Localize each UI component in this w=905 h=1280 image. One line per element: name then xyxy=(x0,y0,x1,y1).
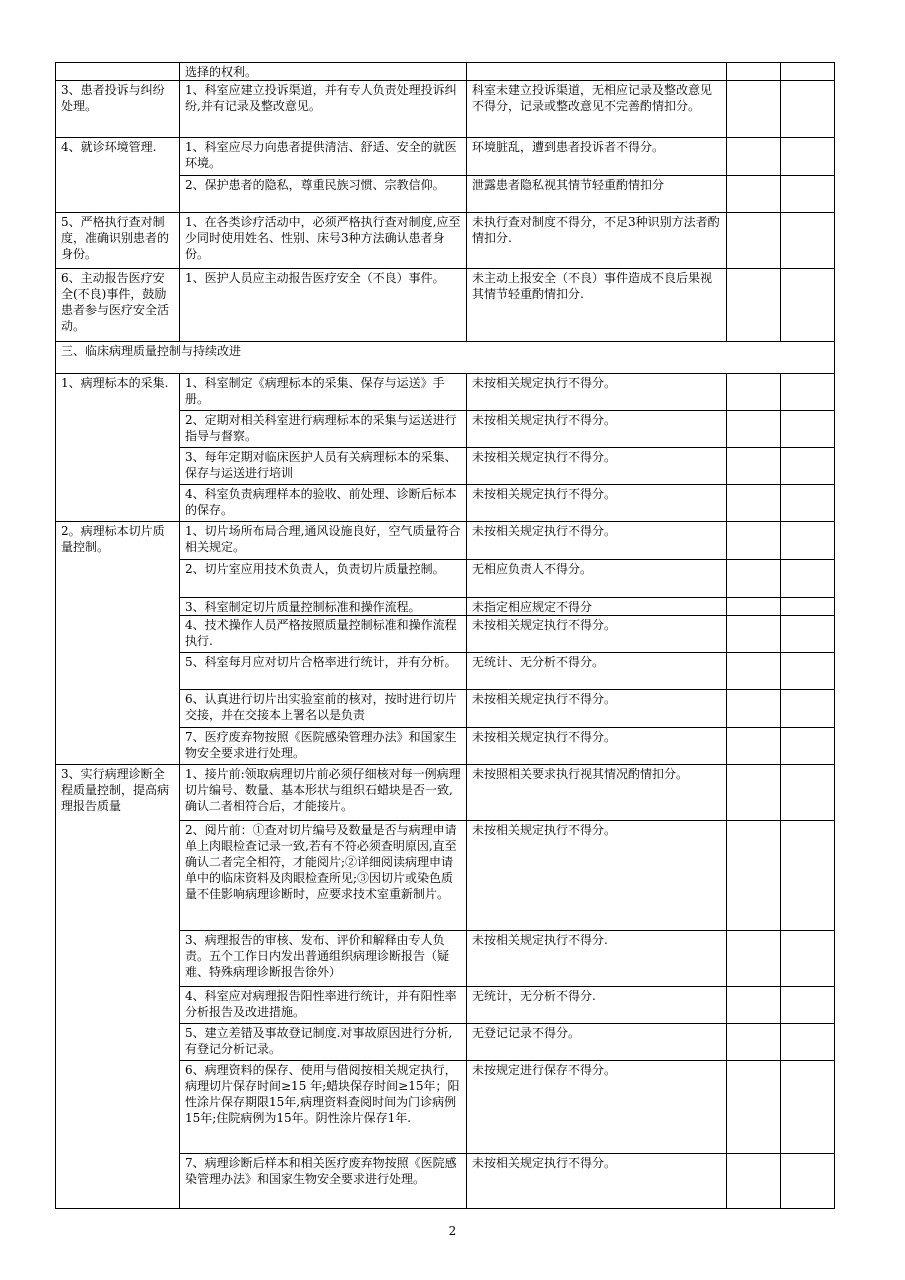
table-row xyxy=(56,522,835,560)
score-cell xyxy=(781,1154,835,1209)
score-cell xyxy=(727,138,781,176)
requirement-cell: 5、建立差错及事故登记制度.对事故原因进行分析,有登记分析记录。 xyxy=(180,1024,467,1061)
deduction-cell: 未按相关规定执行不得分。 xyxy=(467,728,727,765)
score-cell xyxy=(727,690,781,728)
score-cell xyxy=(781,728,835,765)
deduction-cell: 未按相关规定执行不得分。 xyxy=(467,374,727,411)
item-cell: 6、主动报告医疗安全(不良)事件，鼓励患者参与医疗安全活动。 xyxy=(56,269,180,342)
deduction-cell: 无统计、无分析不得分。 xyxy=(467,653,727,690)
requirement-cell: 2、阅片前：①查对切片编号及数量是否与病理申请单上肉眼检查记录一致,若有不符必须查明原因,直至确认二者完全相符，才能阅片;②详细阅读病理申请单中的临床资料及肉眼检查所见;③因切片或染色质量不佳影响病理诊断时，应要求技术室重新制片。 xyxy=(180,821,467,931)
requirement-cell: 1、科室制定《病理标本的采集、保存与运送》手册。 xyxy=(180,374,467,411)
deduction-cell: 未按相关规定执行不得分。 xyxy=(467,411,727,448)
item-cell: 4、就诊环境管理. xyxy=(56,138,180,213)
item-cell: 3、实行病理诊断全程质量控制，提高病理报告质量 xyxy=(56,765,180,1209)
score-cell xyxy=(727,560,781,598)
score-cell xyxy=(727,598,781,616)
requirement-cell: 2、切片室应用技术负责人，负责切片质量控制。 xyxy=(180,560,467,598)
requirement-cell: 2、定期对相关科室进行病理标本的采集与运送进行指导与督察。 xyxy=(180,411,467,448)
score-cell xyxy=(781,653,835,690)
requirement-cell: 1、切片场所布局合理,通风设施良好，空气质量符合相关规定。 xyxy=(180,522,467,560)
deduction-cell: 未按相关规定执行不得分。 xyxy=(467,821,727,931)
score-cell xyxy=(727,63,781,81)
item-cell: 2。病理标本切片质量控制。 xyxy=(56,522,180,765)
score-cell xyxy=(781,560,835,598)
table-row xyxy=(56,63,835,81)
requirement-cell: 4、技术操作人员严格按照质量控制标准和操作流程执行. xyxy=(180,616,467,653)
deduction-cell: 未按相关规定执行不得分。 xyxy=(467,522,727,560)
score-cell xyxy=(781,63,835,81)
requirement-cell: 1、科室应建立投诉渠道，并有专人负责处理投诉纠纷,并有记录及整改意见。 xyxy=(180,81,467,138)
score-cell xyxy=(727,653,781,690)
score-cell xyxy=(727,522,781,560)
requirement-cell: 3、每年定期对临床医护人员有关病理标本的采集、保存与运送进行培训 xyxy=(180,448,467,485)
score-cell xyxy=(781,690,835,728)
item-cell: 1、病理标本的采集. xyxy=(56,374,180,522)
requirement-cell: 1、医护人员应主动报告医疗安全（不良）事件。 xyxy=(180,269,467,342)
deduction-cell: 未按相关规定执行不得分。 xyxy=(467,616,727,653)
deduction-cell: 环境脏乱，遭到患者投诉者不得分。 xyxy=(467,138,727,176)
deduction-cell: 科室未建立投诉渠道，无相应记录及整改意见不得分，记录或整改意见不完善酌情扣分。 xyxy=(467,81,727,138)
score-cell xyxy=(727,176,781,213)
score-cell xyxy=(781,81,835,138)
deduction-cell: 无相应负责人不得分。 xyxy=(467,560,727,598)
table-row xyxy=(56,269,835,342)
deduction-cell: 未按照相关要求执行视其情况酌情扣分。 xyxy=(467,765,727,821)
requirement-cell: 1、在各类诊疗活动中，必须严格执行查对制度,应至少同时使用姓名、性别、床号3种方法确认患者身份。 xyxy=(180,213,467,269)
score-cell xyxy=(781,269,835,342)
score-cell xyxy=(727,728,781,765)
deduction-cell: 未按相关规定执行不得分。 xyxy=(467,1154,727,1209)
deduction-cell: 未执行查对制度不得分，不足3种识别方法者酌情扣分. xyxy=(467,213,727,269)
requirement-cell: 选择的权利。 xyxy=(180,63,467,81)
score-cell xyxy=(727,269,781,342)
deduction-cell: 未主动上报安全（不良）事件造成不良后果视其情节轻重酌情扣分. xyxy=(467,269,727,342)
deduction-cell: 无统计，无分析不得分. xyxy=(467,987,727,1024)
score-cell xyxy=(727,765,781,821)
requirement-cell: 6、认真进行切片出实验室前的核对，按时进行切片交接，并在交接本上署名以是负责 xyxy=(180,690,467,728)
requirement-cell: 3、科室制定切片质量控制标准和操作流程。 xyxy=(180,598,467,616)
score-cell xyxy=(727,821,781,931)
score-cell xyxy=(727,374,781,411)
section-row xyxy=(56,342,835,374)
requirement-cell: 7、病理诊断后样本和相关医疗废弃物按照《医院感染管理办法》和国家生物安全要求进行处理。 xyxy=(180,1154,467,1209)
score-cell xyxy=(727,485,781,522)
deduction-cell: 泄露患者隐私视其情节轻重酌情扣分 xyxy=(467,176,727,213)
requirement-cell: 5、科室每月应对切片合格率进行统计，并有分析。 xyxy=(180,653,467,690)
item-cell: 3、患者投诉与纠纷处理。 xyxy=(56,81,180,138)
table-row xyxy=(56,374,835,411)
score-cell xyxy=(727,213,781,269)
requirement-cell: 4、科室应对病理报告阳性率进行统计，并有阳性率分析报告及改进措施。 xyxy=(180,987,467,1024)
score-cell xyxy=(781,765,835,821)
item-cell: 5、严格执行查对制度，准确识别患者的身份。 xyxy=(56,213,180,269)
item-cell xyxy=(56,63,180,81)
deduction-cell: 未按规定进行保存不得分。 xyxy=(467,1061,727,1154)
deduction-cell: 未指定相应规定不得分 xyxy=(467,598,727,616)
score-cell xyxy=(781,213,835,269)
score-cell xyxy=(727,1024,781,1061)
deduction-cell xyxy=(467,63,727,81)
requirement-cell: 4、科室负责病理样本的验收、前处理、诊断后标本的保存。 xyxy=(180,485,467,522)
table-row xyxy=(56,138,835,176)
score-cell xyxy=(781,485,835,522)
score-cell xyxy=(781,138,835,176)
score-cell xyxy=(781,176,835,213)
deduction-cell: 无登记记录不得分。 xyxy=(467,1024,727,1061)
requirement-cell: 7、医疗废弃物按照《医院感染管理办法》和国家生物安全要求进行处理。 xyxy=(180,728,467,765)
score-cell xyxy=(781,931,835,987)
deduction-cell: 未按相关规定执行不得分。 xyxy=(467,485,727,522)
score-cell xyxy=(727,616,781,653)
score-cell xyxy=(727,1061,781,1154)
score-cell xyxy=(781,987,835,1024)
requirement-cell: 1、接片前:领取病理切片前必须仔细核对每一例病理切片编号、数量、基本形状与组织石蜡块是否一致,确认二者相符合后，才能接片。 xyxy=(180,765,467,821)
requirement-cell: 6、病理资料的保存、使用与借阅按相关规定执行，病理切片保存时间≥15 年;蜡块保存时间≥15年；阳性涂片保存期限15年,病理资料查阅时间为门诊病例15年;住院病例为15年。阴性涂片保存1年. xyxy=(180,1061,467,1154)
score-cell xyxy=(781,598,835,616)
score-cell xyxy=(781,1024,835,1061)
score-cell xyxy=(727,448,781,485)
deduction-cell: 未按相关规定执行不得分. xyxy=(467,931,727,987)
score-cell xyxy=(781,821,835,931)
score-cell xyxy=(727,1154,781,1209)
evaluation-table xyxy=(55,62,835,1209)
score-cell xyxy=(727,987,781,1024)
score-cell xyxy=(781,448,835,485)
table-row xyxy=(56,81,835,138)
score-cell xyxy=(781,1061,835,1154)
deduction-cell: 未按相关规定执行不得分。 xyxy=(467,448,727,485)
requirement-cell: 1、科室应尽力向患者提供清洁、舒适、安全的就医环境。 xyxy=(180,138,467,176)
table-row xyxy=(56,765,835,821)
deduction-cell: 未按相关规定执行不得分。 xyxy=(467,690,727,728)
score-cell xyxy=(781,616,835,653)
score-cell xyxy=(781,411,835,448)
score-cell xyxy=(781,522,835,560)
table-row xyxy=(56,213,835,269)
requirement-cell: 3、病理报告的审核、发布、评价和解释由专人负责。五个工作日内发出普通组织病理诊断报告（疑难、特殊病理诊断报告徐外） xyxy=(180,931,467,987)
score-cell xyxy=(781,374,835,411)
score-cell xyxy=(727,931,781,987)
section-heading: 三、临床病理质量控制与持续改进 xyxy=(56,342,835,374)
score-cell xyxy=(727,81,781,138)
score-cell xyxy=(727,411,781,448)
requirement-cell: 2、保护患者的隐私，尊重民族习惯、宗教信仰。 xyxy=(180,176,467,213)
page-number: 2 xyxy=(448,1224,457,1238)
